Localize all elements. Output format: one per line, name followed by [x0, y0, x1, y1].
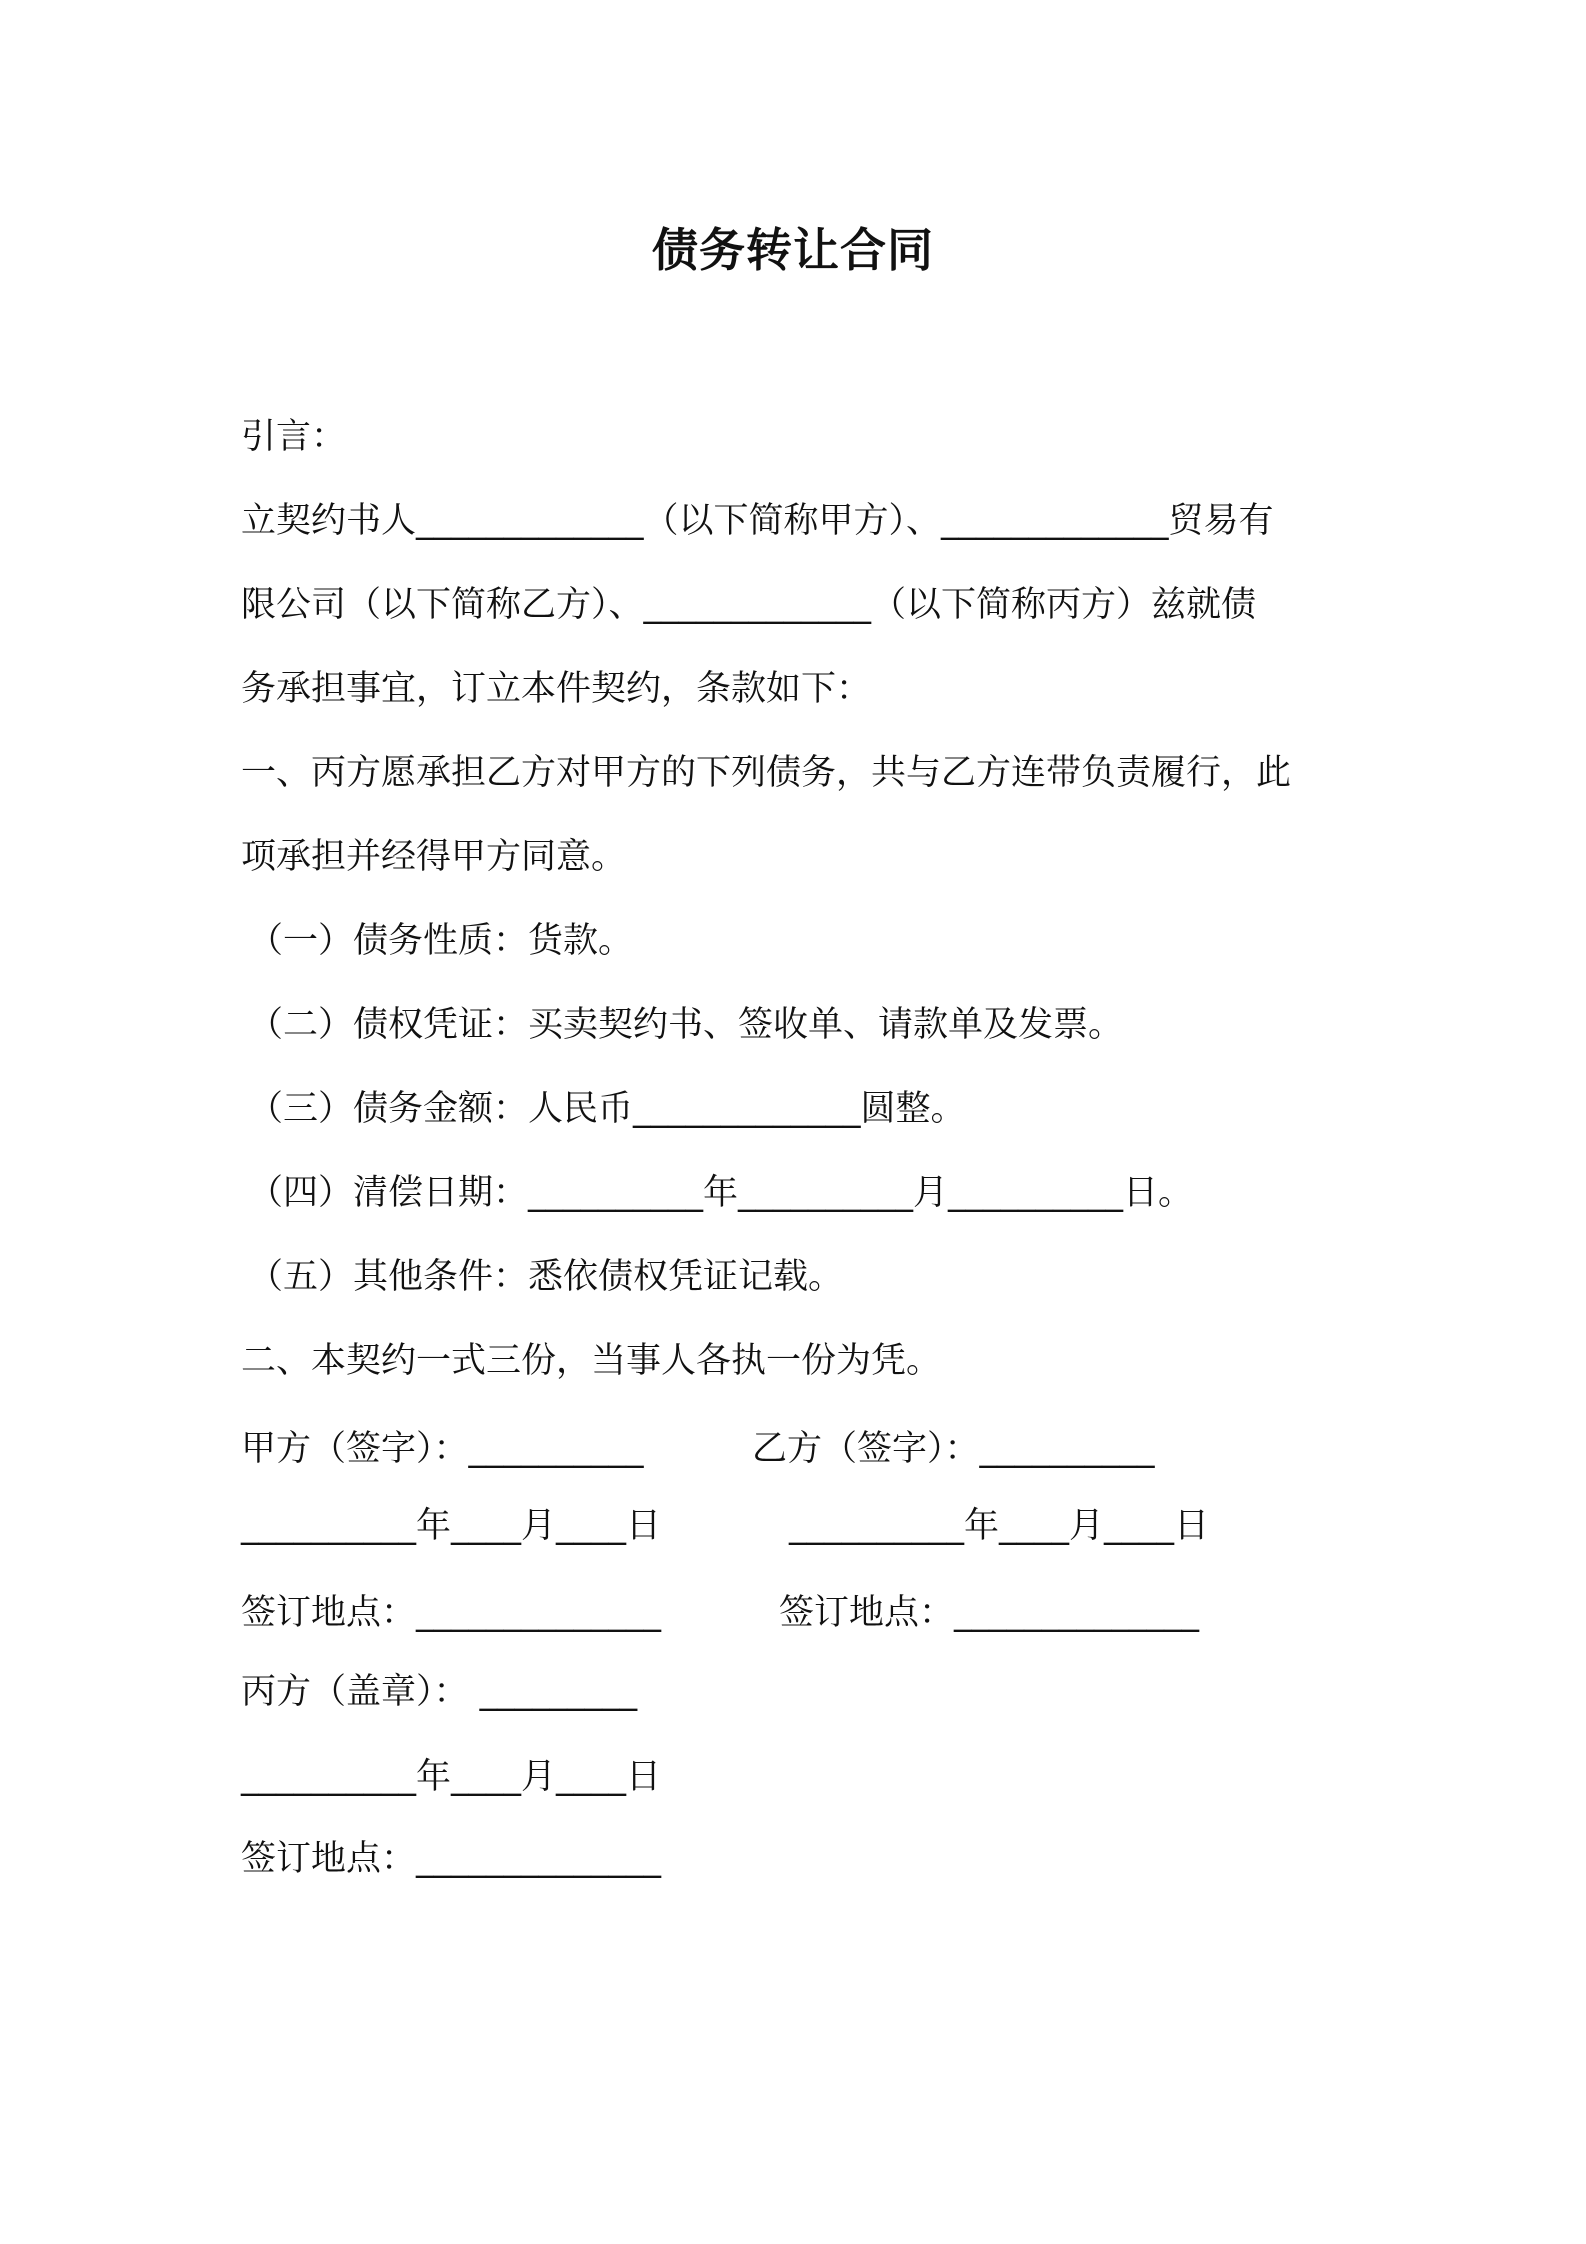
- item-other-conditions: （五）其他条件：悉依债权凭证记载。: [248, 1257, 844, 1297]
- party-a-date: __________年____月____日: [241, 1506, 662, 1546]
- party-a-place: 签订地点：______________: [241, 1593, 662, 1633]
- item-debt-nature: （一）债务性质：货款。: [248, 921, 634, 961]
- clause-1-line-2: 项承担并经得甲方同意。: [241, 837, 627, 877]
- intro-line-2: 限公司（以下简称乙方）、_____________（以下简称丙方）兹就债: [241, 585, 1257, 625]
- party-c-seal: 丙方（盖章）： _________: [241, 1672, 638, 1712]
- party-c-date: __________年____月____日: [241, 1757, 662, 1797]
- item-debt-amount: （三）债务金额：人民币_____________圆整。: [248, 1089, 966, 1129]
- party-a-signature: 甲方（签字）：__________: [241, 1429, 644, 1469]
- party-c-place: 签订地点：______________: [241, 1839, 662, 1879]
- clause-1-line-1: 一、丙方愿承担乙方对甲方的下列债务，共与乙方连带负责履行，此: [241, 753, 1292, 793]
- item-credit-voucher: （二）债权凭证：买卖契约书、签收单、请款单及发票。: [248, 1005, 1124, 1045]
- party-b-date: __________年____月____日: [789, 1506, 1210, 1546]
- clause-2: 二、本契约一式三份，当事人各执一份为凭。: [241, 1341, 942, 1381]
- intro-line-1: 立契约书人_____________（以下简称甲方）、_____________贸易有: [241, 501, 1274, 541]
- party-b-signature: 乙方（签字）：__________: [752, 1429, 1155, 1469]
- item-repayment-date: （四）清偿日期：__________年__________月__________日。: [248, 1173, 1194, 1213]
- document-title: 债务转让合同: [652, 223, 934, 277]
- intro-line-3: 务承担事宜，订立本件契约，条款如下：: [241, 669, 872, 709]
- intro-label: 引言：: [241, 417, 347, 457]
- party-b-place: 签订地点：______________: [779, 1593, 1200, 1633]
